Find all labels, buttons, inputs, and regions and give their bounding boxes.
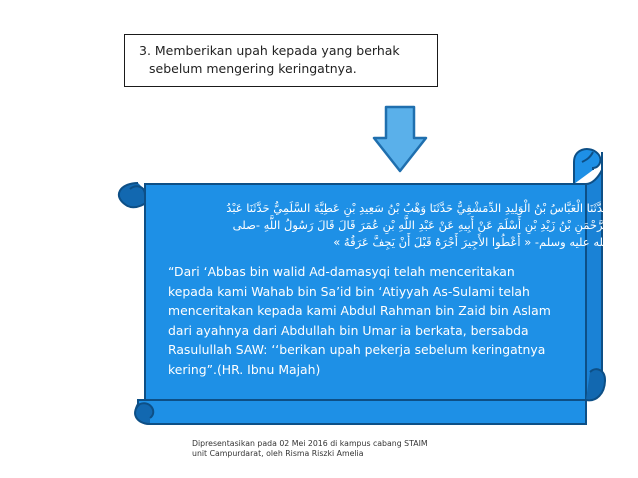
hadith-translation — [168, 262, 608, 379]
translation-line: dari ayahnya dari Abdullah bin Umar ia berkata, bersabda — [168, 322, 529, 338]
translation-line: kepada kami Wahab bin Sa’id bin ‘Atiyyah As-Sulami telah — [168, 283, 530, 299]
arabic-line: حَدَّثَنَا الْعَبَّاسُ بْنُ الْوَلِيدِ الدِّمَشْقِيُّ حَدَّثَنَا وَهْبُ بْنُ سَعِيدِ بْنِ عَطِيَّةَ السَّلَمِيُّ حَدَّثَنَا عَبْدُ — [226, 201, 610, 215]
translation-line: “Dari ‘Abbas bin walid Ad-damasyqi telah menceritakan — [168, 264, 515, 279]
arabic-line: الله عليه وسلم- « أَعْطُوا الأَجِيرَ أَجْرَهُ قَبْلَ أَنْ يَجِفَّ عَرَقُهُ » — [333, 235, 610, 249]
arabic-line: الرَّحْمَنِ بْنُ زَيْدِ بْنِ أَسْلَمَ عَنْ أَبِيهِ عَنْ عَبْدِ اللَّهِ بْنِ عُمَرَ قَالَ قَالَ رَسُولُ اللَّهِ -صلى — [232, 218, 610, 232]
translation-line: menceritakan kepada kami Abdul Rahman bin Zaid bin Aslam — [168, 303, 551, 318]
point-text-line: 3. Memberikan upah kepada yang berhak — [139, 43, 400, 58]
footer-caption — [192, 439, 522, 459]
footer-line: Dipresentasikan pada 02 Mei 2016 di kampus cabang STAIM — [192, 439, 428, 448]
translation-line: Rasulullah SAW: ‘‘berikan upah pekerja sebelum keringatnya — [168, 342, 546, 357]
footer-line: unit Campurdarat, oleh Risma Riszki Amelia — [192, 449, 364, 458]
point-text-line: sebelum mengering keringatnya. — [149, 61, 357, 76]
translation-line: kering”.(HR. Ibnu Majah) — [168, 361, 321, 377]
hadith-arabic — [168, 200, 610, 251]
